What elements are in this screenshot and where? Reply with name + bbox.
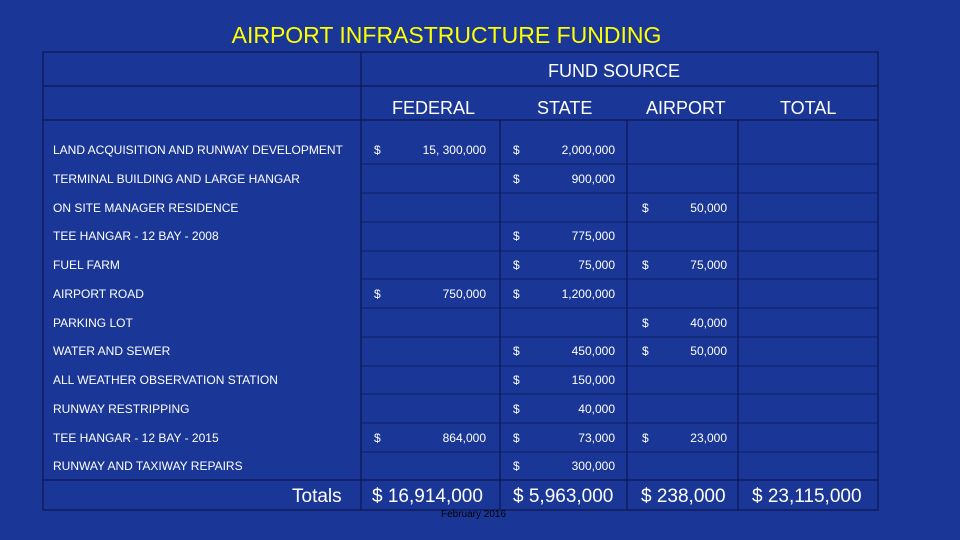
row-label: WATER AND SEWER — [53, 344, 171, 358]
federal-amount: 750,000 — [442, 287, 486, 301]
state-amount: 40,000 — [578, 402, 615, 416]
federal-amount: 864,000 — [442, 431, 486, 445]
state-amount-cell — [513, 459, 615, 473]
currency-symbol: $ — [513, 258, 520, 272]
currency-symbol: $ — [513, 287, 520, 301]
airport-amount-cell — [642, 344, 727, 358]
state-amount: 2,000,000 — [561, 143, 615, 157]
currency-symbol: $ — [642, 344, 649, 358]
state-amount-cell — [513, 287, 615, 301]
grand-total: $ 23,115,000 — [752, 486, 862, 507]
row-label: PARKING LOT — [53, 316, 133, 330]
currency-symbol: $ — [513, 459, 520, 473]
currency-symbol: $ — [513, 402, 520, 416]
state-amount-cell — [513, 258, 615, 272]
state-amount: 300,000 — [571, 459, 615, 473]
currency-symbol: $ — [642, 201, 649, 215]
state-amount-cell — [513, 143, 615, 157]
federal-amount-cell — [374, 431, 486, 445]
total-state: $ 5,963,000 — [513, 486, 614, 507]
state-amount-cell — [513, 344, 615, 358]
row-label: FUEL FARM — [53, 258, 120, 272]
total-header: TOTAL — [780, 98, 837, 118]
row-label: RUNWAY AND TAXIWAY REPAIRS — [53, 459, 243, 473]
row-label: RUNWAY RESTRIPPING — [53, 402, 190, 416]
state-amount-cell — [513, 431, 615, 445]
airport-header: AIRPORT — [646, 98, 726, 118]
federal-amount-cell — [374, 143, 486, 157]
total-federal: $ 16,914,000 — [372, 486, 483, 507]
state-amount: 775,000 — [571, 229, 615, 243]
state-amount: 900,000 — [571, 172, 615, 186]
state-amount-cell — [513, 373, 615, 387]
airport-amount: 23,000 — [690, 431, 727, 445]
currency-symbol: $ — [513, 373, 520, 387]
currency-symbol: $ — [642, 431, 649, 445]
row-label: LAND ACQUISITION AND RUNWAY DEVELOPMENT — [53, 143, 343, 157]
row-label: ALL WEATHER OBSERVATION STATION — [53, 373, 278, 387]
airport-amount-cell — [642, 431, 727, 445]
currency-symbol: $ — [513, 344, 520, 358]
currency-symbol: $ — [513, 172, 520, 186]
state-amount: 75,000 — [578, 258, 615, 272]
state-amount: 150,000 — [571, 373, 615, 387]
state-amount: 73,000 — [578, 431, 615, 445]
currency-symbol: $ — [374, 143, 381, 157]
total-airport: $ 238,000 — [641, 486, 726, 507]
fund-source-header: FUND SOURCE — [548, 61, 681, 81]
airport-amount-cell — [642, 201, 727, 215]
row-label: ON SITE MANAGER RESIDENCE — [53, 201, 239, 215]
airport-amount: 75,000 — [690, 258, 727, 272]
airport-amount-cell — [642, 316, 727, 330]
state-amount-cell — [513, 402, 615, 416]
airport-amount: 50,000 — [690, 344, 727, 358]
currency-symbol: $ — [374, 431, 381, 445]
state-amount: 450,000 — [571, 344, 615, 358]
row-label: AIRPORT ROAD — [53, 287, 144, 301]
currency-symbol: $ — [642, 316, 649, 330]
currency-symbol: $ — [642, 258, 649, 272]
currency-symbol: $ — [513, 431, 520, 445]
row-label: TERMINAL BUILDING AND LARGE HANGAR — [53, 172, 300, 186]
state-amount: 1,200,000 — [561, 287, 615, 301]
row-label: TEE HANGAR - 12 BAY - 2008 — [53, 229, 219, 243]
federal-amount: 15, 300,000 — [422, 143, 486, 157]
airport-amount-cell — [642, 258, 727, 272]
totals-label: Totals — [292, 486, 342, 507]
federal-amount-cell — [374, 287, 486, 301]
page-title: AIRPORT INFRASTRUCTURE FUNDING — [231, 22, 662, 48]
state-amount-cell — [513, 172, 615, 186]
currency-symbol: $ — [513, 143, 520, 157]
federal-header: FEDERAL — [392, 98, 476, 118]
state-header: STATE — [537, 98, 593, 118]
currency-symbol: $ — [374, 287, 381, 301]
airport-amount: 50,000 — [690, 201, 727, 215]
currency-symbol: $ — [513, 229, 520, 243]
state-amount-cell — [513, 229, 615, 243]
footer-date: February 2016 — [441, 509, 507, 520]
row-label: TEE HANGAR - 12 BAY - 2015 — [53, 431, 219, 445]
airport-amount: 40,000 — [690, 316, 727, 330]
